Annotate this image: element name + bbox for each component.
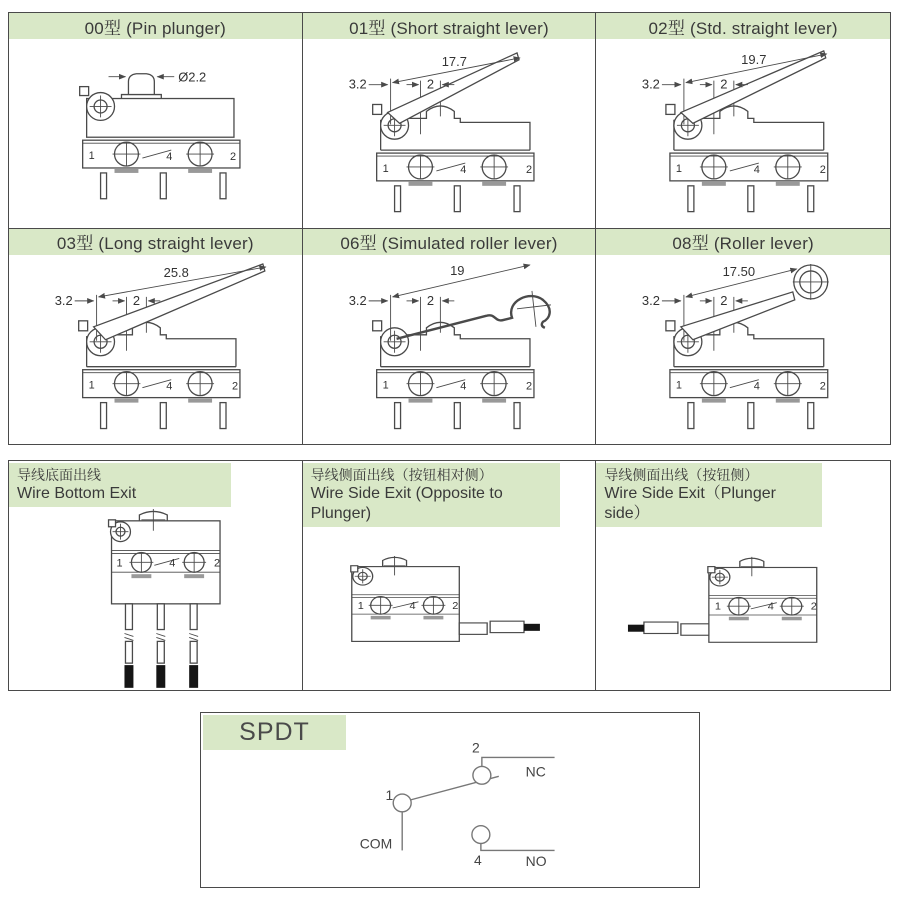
terminal-4: 4 <box>754 380 761 393</box>
terminal-1: 1 <box>715 602 722 613</box>
spdt-label-text: SPDT <box>239 718 310 746</box>
cell-type-03 <box>9 229 303 445</box>
header-zh: 导线底面出线 <box>17 467 101 483</box>
drawing-pin-plunger <box>9 39 302 228</box>
dim-mid: 2 <box>426 76 434 92</box>
drawing-long-lever <box>9 255 302 445</box>
header-zh: 导线侧面出线（按钮侧） <box>604 467 759 483</box>
terminal-2: 2 <box>214 557 221 570</box>
wire-side-exit-opposite-header <box>303 463 561 527</box>
drawing-simulated-roller-lever <box>303 255 596 445</box>
dim-lever-length: 19.7 <box>741 51 767 67</box>
cell-title-08 <box>596 229 890 255</box>
dim-mid: 2 <box>720 292 728 308</box>
terminal-1: 1 <box>382 162 389 175</box>
title-text: 03型 (Long straight lever) <box>56 234 254 253</box>
terminal-2: 2 <box>231 380 239 393</box>
cell-type-00 <box>9 13 303 229</box>
terminal-4: 4 <box>459 380 467 393</box>
cell-title-02 <box>596 13 890 39</box>
dim-lever-length: 17.7 <box>441 53 467 69</box>
terminal-2: 2 <box>451 601 459 612</box>
cell-type-06 <box>303 229 597 445</box>
dim-left: 3.2 <box>348 76 367 92</box>
dim-lever-length: 19 <box>449 262 465 278</box>
cell-type-01 <box>303 13 597 229</box>
terminal-4: 4 <box>459 163 467 176</box>
terminal-2: 2 <box>811 602 818 613</box>
terminal-4: 4 <box>166 380 173 393</box>
spdt-label <box>203 715 346 750</box>
spdt-diagram <box>200 712 700 888</box>
drawing-wire-bottom-exit <box>9 507 302 690</box>
title-text: 08型 (Roller lever) <box>672 234 814 253</box>
dim-left: 3.2 <box>642 76 661 92</box>
cell-wire-bottom-exit <box>9 461 303 690</box>
terminal-2: 2 <box>525 163 532 176</box>
title-text: 06型 (Simulated roller lever) <box>340 234 558 253</box>
cell-title-00 <box>9 13 302 39</box>
terminal-4: 4 <box>754 163 761 176</box>
title-text: 01型 (Short straight lever) <box>349 18 549 38</box>
drawing-wire-side-exit-plunger <box>596 527 890 690</box>
terminal-1: 1 <box>357 601 364 612</box>
spdt-nc-label: NC <box>525 763 546 780</box>
cell-type-08 <box>596 229 890 445</box>
dim-left: 3.2 <box>348 292 367 308</box>
terminal-1: 1 <box>88 379 95 392</box>
terminal-2: 2 <box>229 151 237 164</box>
terminal-4: 4 <box>166 151 173 164</box>
wire-exit-grid <box>8 460 891 691</box>
spdt-terminal-4: 4 <box>474 852 482 869</box>
dim-left: 3.2 <box>642 292 661 308</box>
dim-lever-length: 17.50 <box>722 263 756 279</box>
cell-wire-side-exit-plunger <box>596 461 890 690</box>
terminal-2: 2 <box>820 163 827 176</box>
terminal-2: 2 <box>820 380 827 393</box>
drawing-wire-side-exit-opposite <box>303 527 596 690</box>
wire-bottom-exit-header <box>9 463 231 507</box>
cell-type-02 <box>596 13 890 229</box>
switch-type-grid <box>8 12 891 445</box>
drawing-roller-lever <box>596 255 890 445</box>
wire-side-exit-plunger-header <box>596 463 822 527</box>
spdt-terminal-1: 1 <box>385 787 394 803</box>
spdt-no-label: NO <box>525 853 547 870</box>
header-zh: 导线侧面出线（按钮相对侧） <box>310 467 493 483</box>
spdt-com-label: COM <box>359 835 393 852</box>
cell-wire-side-exit-opposite <box>303 461 597 690</box>
title-text: 00型 (Pin plunger) <box>84 18 226 38</box>
terminal-2: 2 <box>525 380 532 393</box>
terminal-1: 1 <box>116 557 123 570</box>
title-text: 02型 (Std. straight lever) <box>648 18 838 38</box>
header-en: Wire Bottom Exit <box>17 485 137 503</box>
cell-title-03 <box>9 229 302 255</box>
dim-plunger-diameter: Ø2.2 <box>178 69 207 85</box>
terminal-4: 4 <box>409 601 416 612</box>
drawing-short-lever <box>303 39 596 228</box>
dim-mid: 2 <box>132 292 141 308</box>
terminal-4: 4 <box>768 602 775 613</box>
dim-mid: 2 <box>720 76 728 92</box>
terminal-1: 1 <box>676 379 683 392</box>
header-en: Wire Side Exit（Plunger side） <box>604 485 776 523</box>
spdt-terminal-2: 2 <box>472 739 480 756</box>
dim-mid: 2 <box>426 292 434 308</box>
terminal-1: 1 <box>676 162 683 175</box>
terminal-1: 1 <box>382 379 389 392</box>
header-en: Wire Side Exit (Opposite to Plunger) <box>310 485 503 523</box>
terminal-4: 4 <box>169 557 176 570</box>
terminal-1: 1 <box>88 150 95 163</box>
dim-left: 3.2 <box>54 292 73 308</box>
cell-title-01 <box>303 13 596 39</box>
dim-lever-length: 25.8 <box>163 264 189 280</box>
cell-title-06 <box>303 229 596 255</box>
drawing-std-lever <box>596 39 890 228</box>
